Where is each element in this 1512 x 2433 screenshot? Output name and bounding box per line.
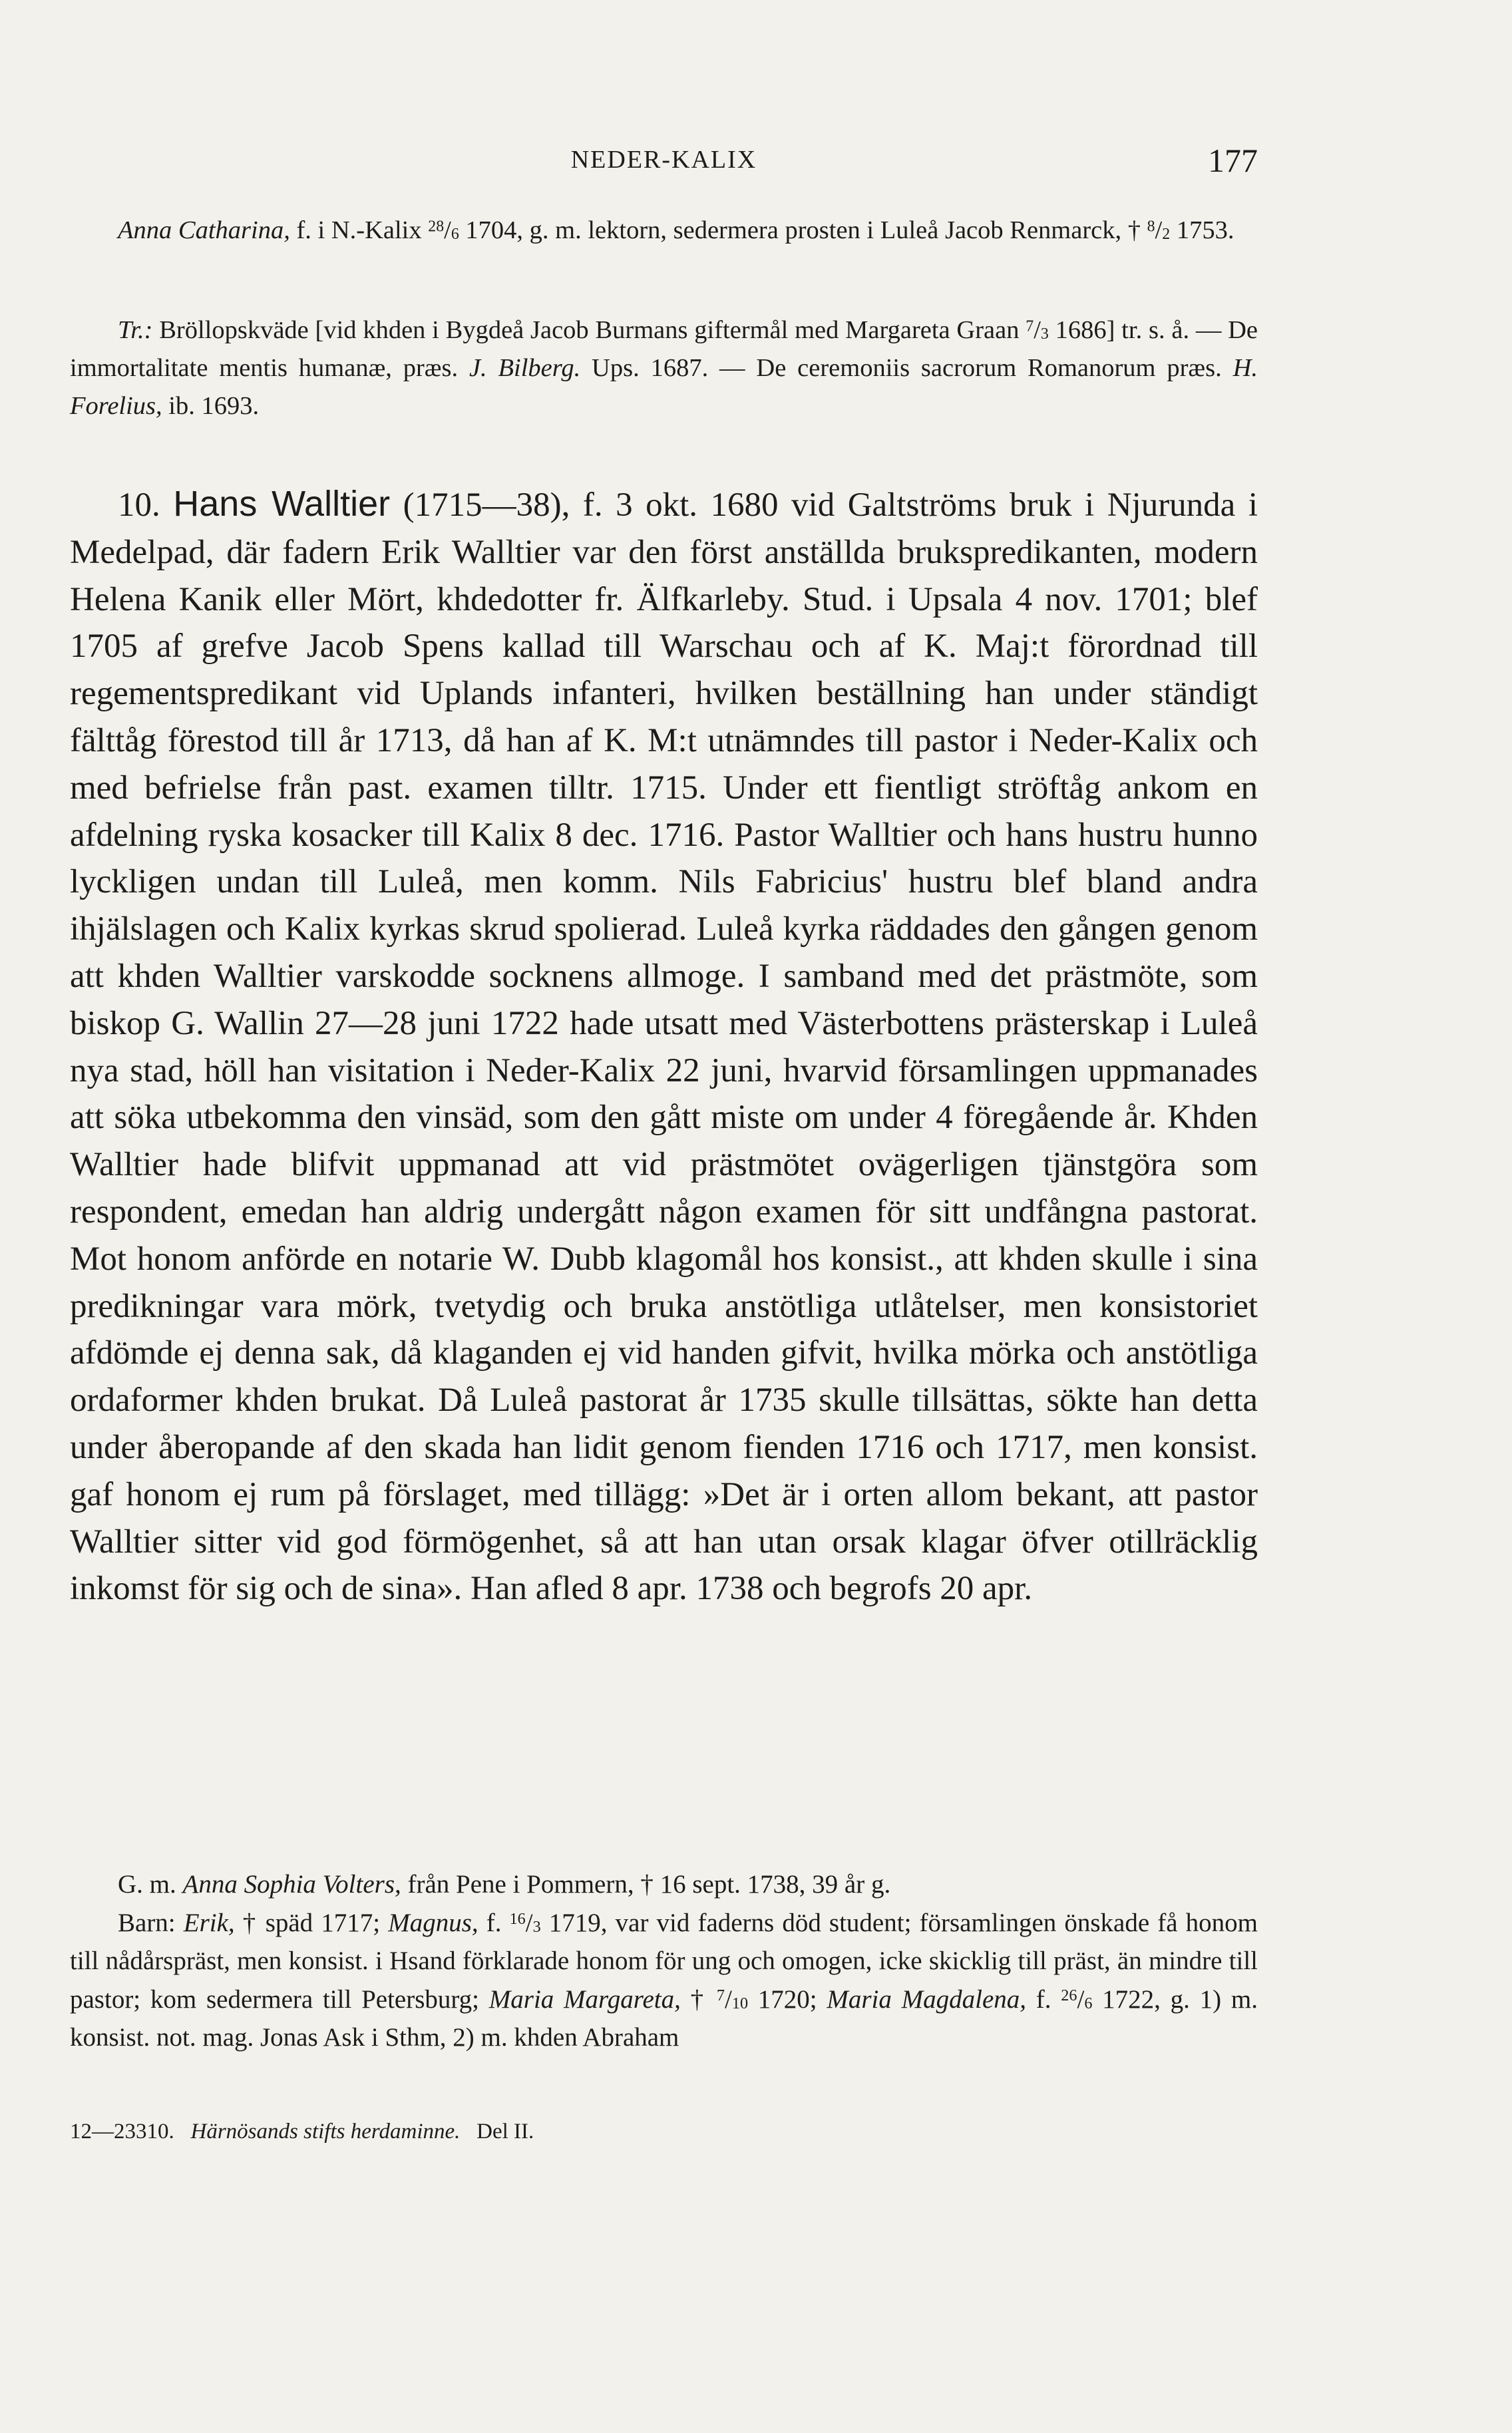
child-4-text-a: f. [1026,1984,1061,2014]
family-paragraph: G. m. Anna Sophia Volters, från Pene i Pommern, † 16 sept. 1738, 39 år g. Barn: Erik, † späd 1717; Magnus, f. $^{16}/_3$ 1719, var vid faderns död student; församlingen önskade få honom till nådårspräst, men konsist. i Hsand förklarade honom för ung och omogen, icke skicklig till präst, än mindre till pastor; kom sedermera till Petersburg; Maria Margareta, † $^7/_{10}$ 1720; Maria Magdalena, f. $^{26}/_6$ 1722, g. 1) m. konsist. not. mag. Jonas Ask i Sthm, 2) m. khden Abraham [70,1870,1258,2052]
child-4-date-num: 26 [1061,1986,1077,2004]
child-3-date-num: 7 [716,1986,725,2004]
page-footer [70,2120,534,2144]
intro-text-3: 1753. [1170,216,1234,244]
child-4-name: Maria Magdalena, [827,1984,1027,2014]
wife-name: Anna Sophia Volters, [182,1870,401,1899]
section-number: 10. [118,486,160,524]
child-1-name: Erik, [183,1908,235,1937]
barn-prefix: Barn: [118,1908,184,1937]
biography-section [70,480,1258,1612]
intro-date2-den: 2 [1162,226,1171,244]
child-1-text: † späd 1717; [234,1908,389,1937]
intro-date1-num: 28 [428,218,445,236]
section-body: f. 3 okt. 1680 vid Galtströms bruk i Njurunda i Medelpad, där fadern Erik Walltier var den först anställda brukspredikanten, modern Helena Kanik eller Mört, khdedotter fr. Älfkarleby. Stud. i Upsala 4 nov. 1701; blef 1705 af grefve Jacob Spens kallad till Warschau och af K. Maj:t förordnad till regementspredikant vid Uplands infanteri, hvilken beställning han under ständigt fälttåg förestod till år 1713, då han af K. M:t utnämndes till pastor i Neder-Kalix och med befrielse från past. examen tilltr. 1715. Under ett fientligt ströftåg ankom en afdelning ryska kosacker till Kalix 8 dec. 1716. Pastor Walltier och hans hustru hunno lyckligen undan till Luleå, men komm. Nils Fabricius' hustru blef bland andra ihjälslagen och Kalix kyrkas skrud spolierad. Luleå kyrka räddades den gången genom att khden Walltier varskodde socknens allmoge. I samband med det prästmöte, som biskop G. Wallin 27—28 juni 1722 hade utsatt med Västerbottens prästerskap i Luleå nya stad, höll han visitation i Neder-Kalix 22 juni, hvarvid församlingen uppmanades att söka utbekomma den vinsäd, som den gått miste om under 4 föregående år. Khden Walltier hade blifvit uppmanad att vid prästmötet ovägerligen tjänstgöra som respondent, emedan han aldrig undergått någon examen för sitt undfångna pastorat. Mot honom anförde en notarie W. Dubb klagomål hos konsist., att khden skulle i sina predikningar vara mörk, tvetydig och bruka anstötliga utlåtelser, men konsistoriet afdömde ej denna sak, då klaganden ej vid handen gifvit, hvilka mörka och anstötliga ordaformer khden brukat. Då Luleå pastorat år 1735 skulle tillsättas, sökte han detta under åberopande af den skada han lidit genom fienden 1716 och 1717, men konsist. gaf honom ej rum på förslaget, med tillägg: »Det är i orten allom bekant, att pastor Walltier sitter vid god förmögenhet, så att han utan orsak klagar öfver otillräcklig inkomst för sig och de sina». Han afled 8 apr. 1738 och begrofs 20 apr. [70,486,1258,1608]
works-text-2: 1686] tr. s. å. — De immortalitate mentis humanæ, præs. [70,316,1258,382]
child-3-text-a: † [680,1984,717,2014]
intro-date2-num: 8 [1147,218,1155,236]
intro-text-1: f. i N.-Kalix [289,216,429,244]
works-author-2: H. Forelius, [70,354,1258,420]
footer-volume: Del II. [476,2120,534,2144]
page-header [70,141,1258,181]
child-2-text-b: 1719, var vid faderns död student; församlingen önskade få honom till nådårspräst, men konsist. i Hsand förklarade honom för ung och omogen, icke skicklig till präst, än mindre till pastor; kom sedermera till Petersburg; [70,1908,1258,2014]
child-3-date-den: 10 [731,1994,749,2012]
works-date-den: 3 [1040,325,1049,343]
child-3-text-b: 1720; [748,1984,827,2014]
gm-prefix: G. m. [118,1870,183,1899]
intro-date1-den: 6 [451,226,459,244]
intro-name: Anna Catharina, [118,216,290,244]
child-3-name: Maria Margareta, [488,1984,681,2014]
child-2-name: Magnus, [388,1908,478,1937]
page-number: 177 [1208,142,1258,179]
works-author-1: J. Bilberg. [469,354,581,382]
works-text-1: Bröllopskväde [vid khden i Bygdeå Jacob Burmans giftermål med Margareta Graan [152,316,1026,344]
child-2-date-num: 16 [509,1909,526,1928]
child-2-date-den: 3 [532,1917,541,1936]
section-name: Hans Walltier [173,484,391,524]
child-4-text-b: 1722, g. 1) m. konsist. not. mag. Jonas Ask i Sthm, 2) m. khden Abraham [70,1984,1258,2052]
gm-text: från Pene i Pommern, † 16 sept. 1738, 39 år g. [401,1870,891,1899]
footer-title: Härnösands stifts herdaminne. [190,2120,461,2144]
works-label: Tr.: [118,316,153,344]
child-2-text-a: f. [478,1908,510,1937]
intro-text-2: 1704, g. m. lektorn, sedermera prosten i Luleå Jacob Renmarck, † [459,216,1147,244]
works-paragraph: Tr.: Bröllopskväde [vid khden i Bygdeå Jacob Burmans giftermål med Margareta Graan $^7/_3$ 1686] tr. s. å. — De immortalitate mentis humanæ, præs. J. Bilberg. Ups. 1687. — De ceremoniis sacrorum Romanorum præs. H. Forelius, ib. 1693. [70,316,1258,420]
child-4-date-den: 6 [1084,1994,1093,2012]
works-text-3: Ups. 1687. — De ceremoniis sacrorum Romanorum præs. [580,354,1233,382]
works-text-4: ib. 1693. [162,392,260,420]
footer-signature: 12—23310. [70,2120,174,2144]
section-years: (1715—38), [403,486,570,524]
works-date-num: 7 [1026,317,1034,335]
running-head: NEDER-KALIX [570,146,757,174]
intro-paragraph: Anna Catharina, f. i N.-Kalix $^{28}/_6$ 1704, g. m. lektorn, sedermera prosten i Luleå Jacob Renmarck, † $^8/_2$ 1753. [118,216,1234,244]
